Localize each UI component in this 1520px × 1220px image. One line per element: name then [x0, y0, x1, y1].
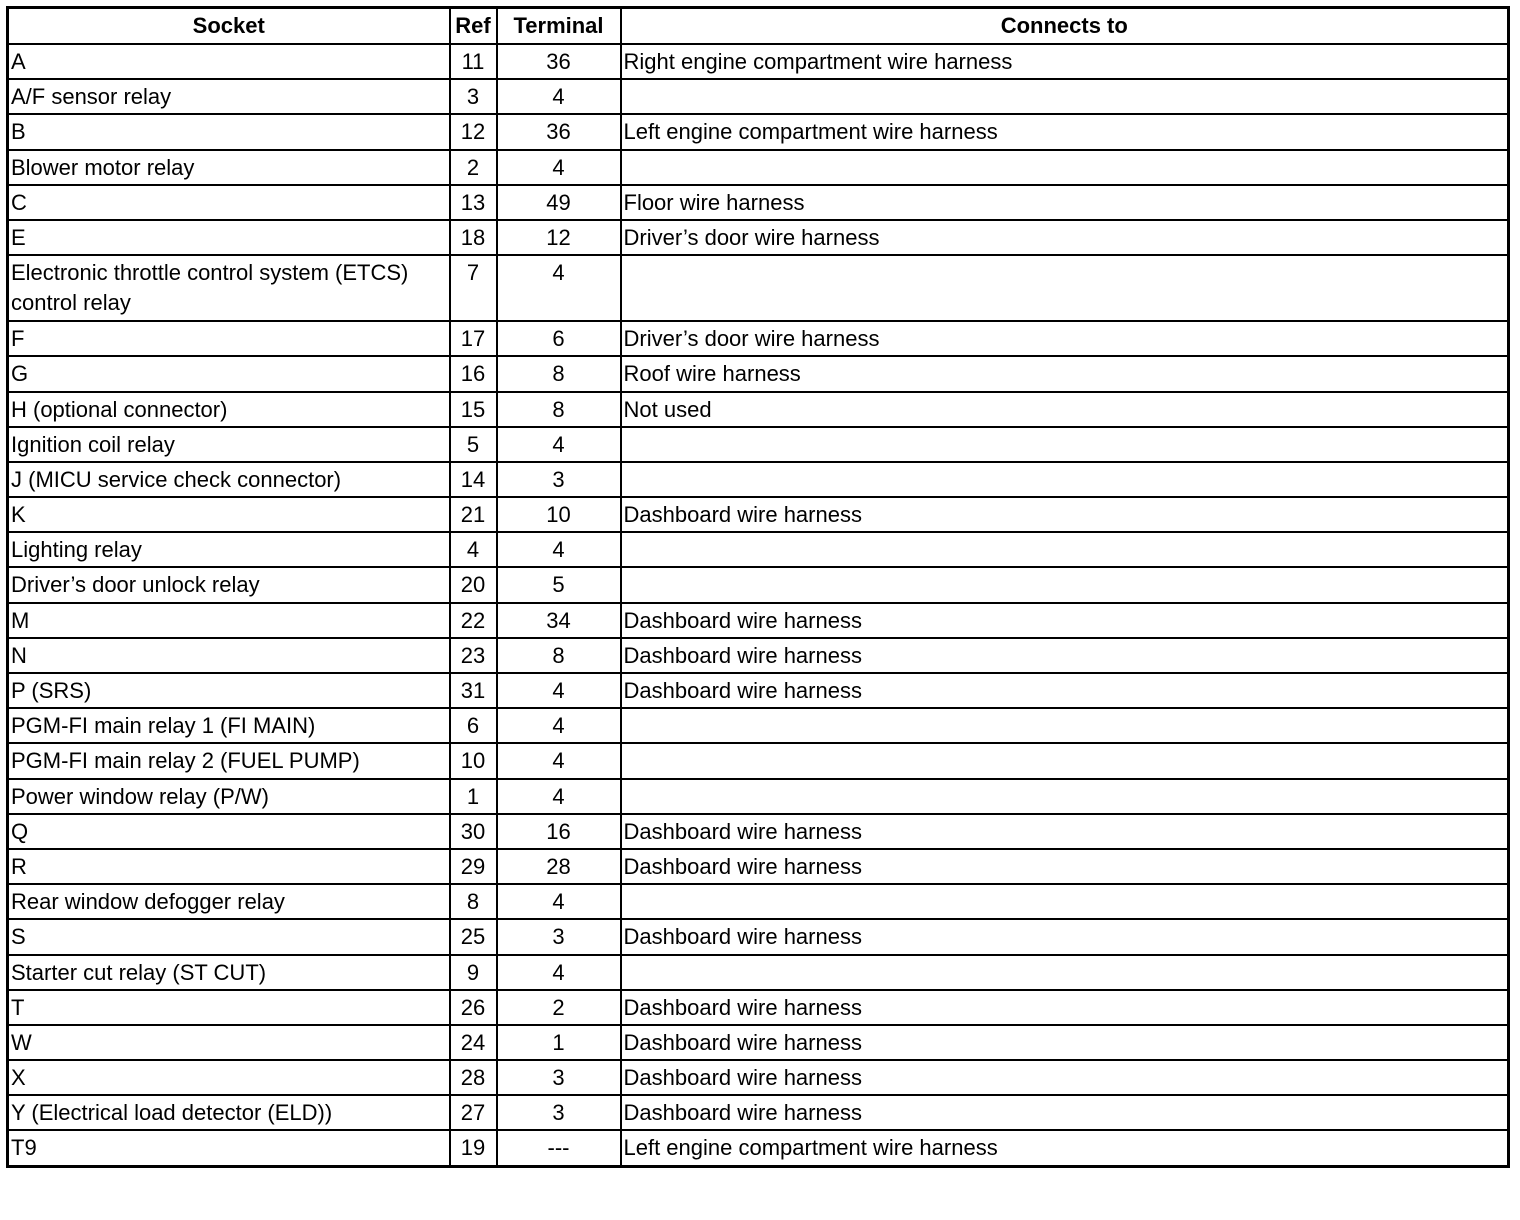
cell-ref: 20 — [450, 567, 497, 602]
cell-terminal: 4 — [497, 150, 621, 185]
cell-terminal: 34 — [497, 603, 621, 638]
cell-socket: Blower motor relay — [8, 150, 450, 185]
table-row — [8, 638, 1509, 673]
cell-ref: 7 — [450, 255, 497, 321]
cell-ref: 24 — [450, 1025, 497, 1060]
table-row — [8, 79, 1509, 114]
cell-terminal: 36 — [497, 44, 621, 79]
cell-ref: 1 — [450, 779, 497, 814]
table-row — [8, 532, 1509, 567]
cell-terminal: 4 — [497, 708, 621, 743]
cell-connects-to: Left engine compartment wire harness — [621, 1130, 1509, 1166]
cell-socket: Driver’s door unlock relay — [8, 567, 450, 602]
cell-terminal: --- — [497, 1130, 621, 1166]
cell-connects-to: Dashboard wire harness — [621, 849, 1509, 884]
cell-socket: E — [8, 220, 450, 255]
cell-socket: Power window relay (P/W) — [8, 779, 450, 814]
cell-socket: T — [8, 990, 450, 1025]
cell-connects-to — [621, 462, 1509, 497]
cell-terminal: 8 — [497, 638, 621, 673]
cell-terminal: 36 — [497, 114, 621, 149]
cell-terminal: 4 — [497, 884, 621, 919]
cell-connects-to: Dashboard wire harness — [621, 673, 1509, 708]
cell-terminal: 2 — [497, 990, 621, 1025]
table-row — [8, 356, 1509, 391]
cell-socket: PGM-FI main relay 1 (FI MAIN) — [8, 708, 450, 743]
table-row — [8, 884, 1509, 919]
table-row — [8, 743, 1509, 778]
cell-ref: 22 — [450, 603, 497, 638]
cell-connects-to: Driver’s door wire harness — [621, 220, 1509, 255]
cell-connects-to: Dashboard wire harness — [621, 814, 1509, 849]
cell-ref: 30 — [450, 814, 497, 849]
cell-terminal: 6 — [497, 321, 621, 356]
cell-terminal: 10 — [497, 497, 621, 532]
header-ref: Ref — [450, 8, 497, 45]
cell-socket: Ignition coil relay — [8, 427, 450, 462]
cell-ref: 8 — [450, 884, 497, 919]
cell-terminal: 3 — [497, 1060, 621, 1095]
cell-ref: 21 — [450, 497, 497, 532]
table-row — [8, 427, 1509, 462]
cell-terminal: 1 — [497, 1025, 621, 1060]
cell-ref: 9 — [450, 955, 497, 990]
cell-socket: G — [8, 356, 450, 391]
cell-ref: 25 — [450, 919, 497, 954]
table-row — [8, 462, 1509, 497]
cell-socket: C — [8, 185, 450, 220]
cell-ref: 23 — [450, 638, 497, 673]
cell-terminal: 4 — [497, 532, 621, 567]
cell-terminal: 4 — [497, 427, 621, 462]
cell-socket: R — [8, 849, 450, 884]
table-row — [8, 1130, 1509, 1166]
cell-terminal: 16 — [497, 814, 621, 849]
cell-terminal: 28 — [497, 849, 621, 884]
table-header-row — [8, 8, 1509, 45]
cell-connects-to — [621, 708, 1509, 743]
table-row — [8, 567, 1509, 602]
cell-terminal: 12 — [497, 220, 621, 255]
cell-ref: 29 — [450, 849, 497, 884]
cell-connects-to: Dashboard wire harness — [621, 1060, 1509, 1095]
cell-connects-to — [621, 427, 1509, 462]
cell-connects-to: Dashboard wire harness — [621, 497, 1509, 532]
cell-socket: Lighting relay — [8, 532, 450, 567]
cell-connects-to — [621, 779, 1509, 814]
cell-ref: 19 — [450, 1130, 497, 1166]
table-row — [8, 955, 1509, 990]
cell-terminal: 49 — [497, 185, 621, 220]
cell-terminal: 4 — [497, 673, 621, 708]
cell-socket: F — [8, 321, 450, 356]
cell-socket: K — [8, 497, 450, 532]
table-row — [8, 114, 1509, 149]
cell-connects-to: Dashboard wire harness — [621, 603, 1509, 638]
table-row — [8, 392, 1509, 427]
cell-socket: W — [8, 1025, 450, 1060]
table-row — [8, 603, 1509, 638]
cell-ref: 6 — [450, 708, 497, 743]
cell-connects-to: Dashboard wire harness — [621, 1025, 1509, 1060]
table-row — [8, 44, 1509, 79]
table-row — [8, 321, 1509, 356]
header-socket: Socket — [8, 8, 450, 45]
cell-ref: 13 — [450, 185, 497, 220]
cell-connects-to: Driver’s door wire harness — [621, 321, 1509, 356]
cell-terminal: 4 — [497, 743, 621, 778]
cell-ref: 17 — [450, 321, 497, 356]
cell-terminal: 3 — [497, 1095, 621, 1130]
cell-socket: Starter cut relay (ST CUT) — [8, 955, 450, 990]
cell-socket: J (MICU service check connector) — [8, 462, 450, 497]
table-row — [8, 220, 1509, 255]
cell-ref: 5 — [450, 427, 497, 462]
cell-ref: 11 — [450, 44, 497, 79]
cell-socket: Q — [8, 814, 450, 849]
table-row — [8, 990, 1509, 1025]
cell-ref: 27 — [450, 1095, 497, 1130]
cell-connects-to — [621, 532, 1509, 567]
cell-ref: 15 — [450, 392, 497, 427]
cell-socket: T9 — [8, 1130, 450, 1166]
table-row — [8, 814, 1509, 849]
cell-socket: PGM-FI main relay 2 (FUEL PUMP) — [8, 743, 450, 778]
cell-connects-to: Dashboard wire harness — [621, 919, 1509, 954]
table-row — [8, 497, 1509, 532]
cell-terminal: 8 — [497, 356, 621, 391]
cell-connects-to — [621, 884, 1509, 919]
cell-socket: X — [8, 1060, 450, 1095]
cell-socket: A — [8, 44, 450, 79]
cell-connects-to: Dashboard wire harness — [621, 638, 1509, 673]
cell-ref: 14 — [450, 462, 497, 497]
table-row — [8, 255, 1509, 321]
cell-connects-to — [621, 743, 1509, 778]
cell-socket: B — [8, 114, 450, 149]
cell-ref: 31 — [450, 673, 497, 708]
cell-socket: H (optional connector) — [8, 392, 450, 427]
cell-connects-to: Right engine compartment wire harness — [621, 44, 1509, 79]
table-row — [8, 1025, 1509, 1060]
cell-socket: Rear window defogger relay — [8, 884, 450, 919]
cell-socket: Y (Electrical load detector (ELD)) — [8, 1095, 450, 1130]
socket-connector-table — [6, 6, 1510, 1168]
cell-socket: Electronic throttle control system (ETCS) control relay — [8, 255, 450, 321]
cell-socket: A/F sensor relay — [8, 79, 450, 114]
table-body — [8, 44, 1509, 1166]
cell-ref: 4 — [450, 532, 497, 567]
table-row — [8, 673, 1509, 708]
cell-connects-to — [621, 567, 1509, 602]
header-connects-to: Connects to — [621, 8, 1509, 45]
cell-ref: 2 — [450, 150, 497, 185]
header-terminal: Terminal — [497, 8, 621, 45]
cell-terminal: 4 — [497, 79, 621, 114]
cell-connects-to — [621, 79, 1509, 114]
table-row — [8, 1095, 1509, 1130]
cell-terminal: 3 — [497, 462, 621, 497]
cell-connects-to: Dashboard wire harness — [621, 990, 1509, 1025]
cell-connects-to: Dashboard wire harness — [621, 1095, 1509, 1130]
table-row — [8, 185, 1509, 220]
cell-connects-to: Floor wire harness — [621, 185, 1509, 220]
cell-socket: P (SRS) — [8, 673, 450, 708]
cell-ref: 28 — [450, 1060, 497, 1095]
cell-terminal: 4 — [497, 955, 621, 990]
table-row — [8, 150, 1509, 185]
cell-terminal: 4 — [497, 255, 621, 321]
cell-connects-to: Left engine compartment wire harness — [621, 114, 1509, 149]
table-row — [8, 708, 1509, 743]
table-row — [8, 1060, 1509, 1095]
cell-ref: 16 — [450, 356, 497, 391]
table-row — [8, 919, 1509, 954]
cell-connects-to — [621, 255, 1509, 321]
cell-connects-to — [621, 150, 1509, 185]
cell-connects-to — [621, 955, 1509, 990]
cell-connects-to: Roof wire harness — [621, 356, 1509, 391]
cell-ref: 12 — [450, 114, 497, 149]
cell-ref: 18 — [450, 220, 497, 255]
table-row — [8, 779, 1509, 814]
cell-ref: 10 — [450, 743, 497, 778]
cell-terminal: 4 — [497, 779, 621, 814]
cell-socket: M — [8, 603, 450, 638]
table-row — [8, 849, 1509, 884]
cell-connects-to: Not used — [621, 392, 1509, 427]
cell-terminal: 8 — [497, 392, 621, 427]
cell-ref: 3 — [450, 79, 497, 114]
cell-terminal: 3 — [497, 919, 621, 954]
cell-ref: 26 — [450, 990, 497, 1025]
cell-socket: N — [8, 638, 450, 673]
cell-socket: S — [8, 919, 450, 954]
cell-terminal: 5 — [497, 567, 621, 602]
